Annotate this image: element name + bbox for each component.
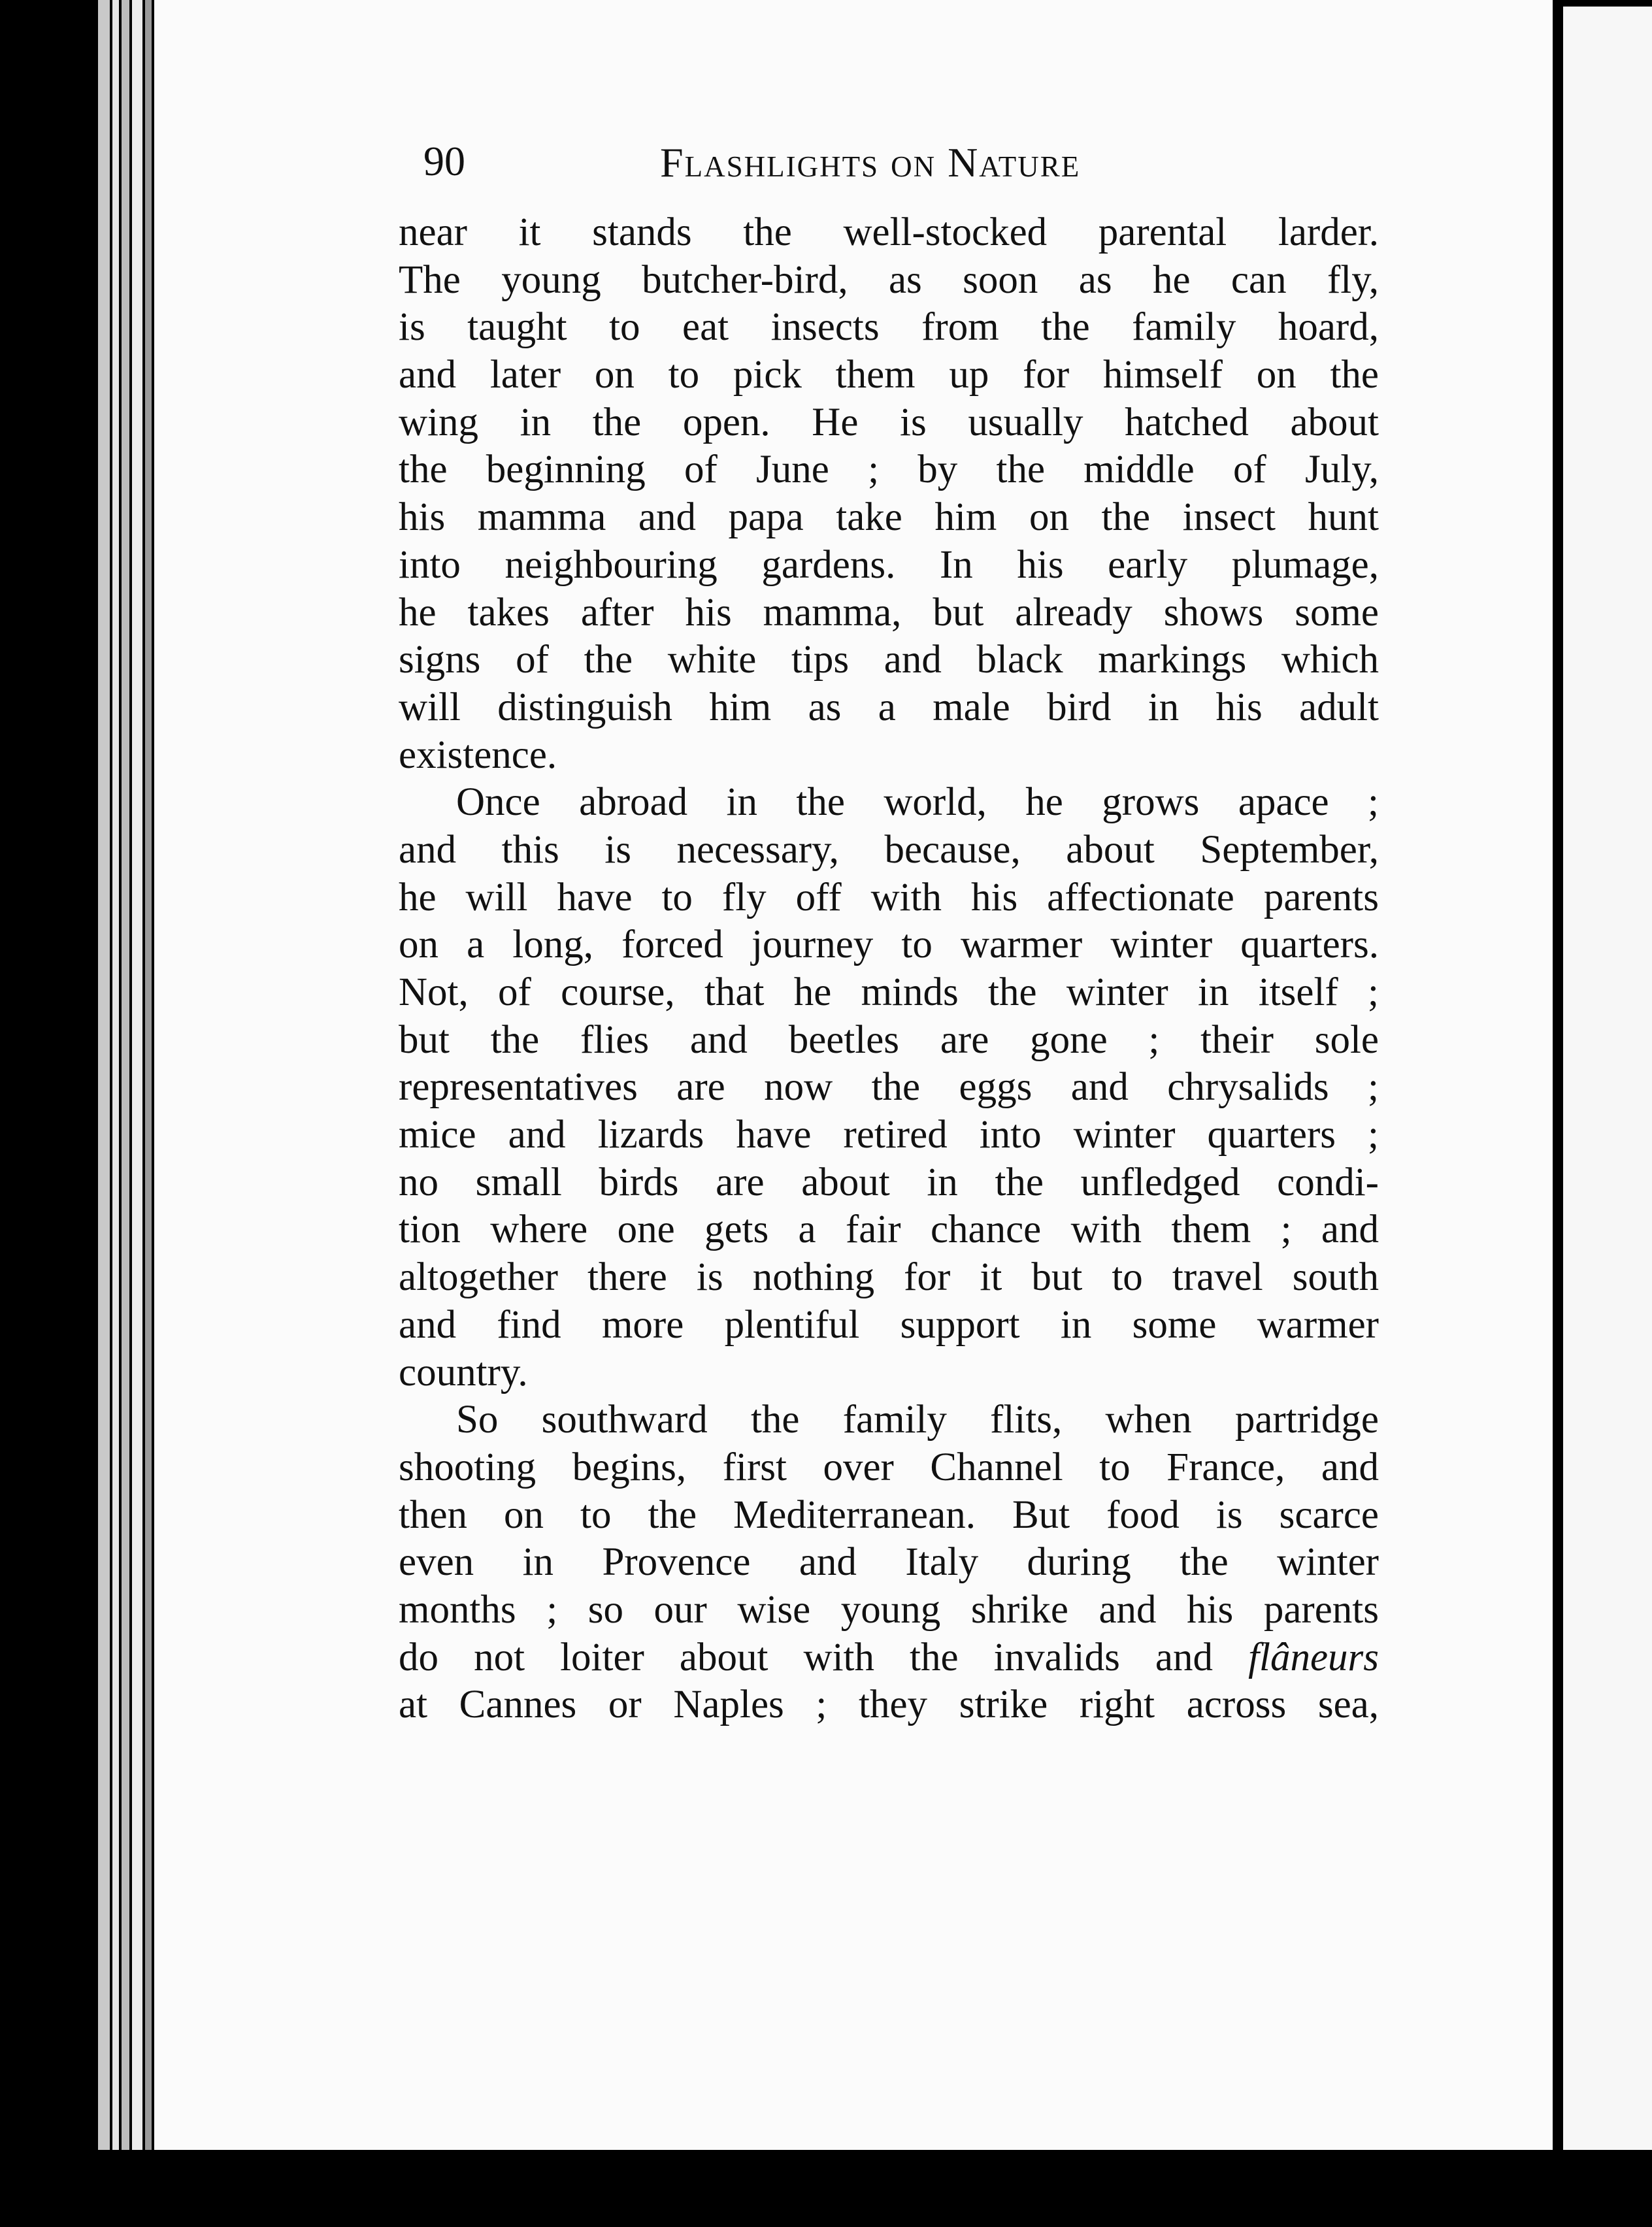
text-line: near it stands the well-stocked parental larder. — [399, 210, 1379, 254]
text-line: signs of the white tips and black markings which — [399, 638, 1379, 682]
text-line-prefix: do not loiter about with the invalids and — [399, 1635, 1213, 1679]
text-line: Once abroad in the world, he grows apace ; — [456, 780, 1379, 825]
text-line: and this is necessary, because, about September, — [399, 827, 1379, 872]
text-line: mice and lizards have retired into winter quarters ; — [399, 1113, 1379, 1157]
text-line: on a long, forced journey to warmer winter quarters. — [399, 923, 1379, 967]
text-line: existence. — [399, 733, 557, 777]
text-line: Not, of course, that he minds the winter in itself ; — [399, 970, 1379, 1014]
italic-word: flâneurs — [1248, 1635, 1379, 1679]
text-line: will distinguish him as a male bird in his adult — [399, 685, 1379, 729]
page-edge — [122, 0, 129, 2156]
text-line: and find more plentiful support in some warmer — [399, 1302, 1379, 1347]
page-number: 90 — [423, 138, 465, 184]
text-line: but the flies and beetles are gone ; their sole — [399, 1017, 1379, 1062]
text-line: and later on to pick them up for himself on the — [399, 353, 1379, 397]
body-text — [399, 209, 1379, 1729]
text-line: he will have to fly off with his affectionate parents — [399, 875, 1379, 919]
text-line: no small birds are about in the unfledged condi- — [399, 1160, 1379, 1204]
text-line: country. — [399, 1350, 528, 1394]
running-head-title: Flashlights on Nature — [660, 139, 1081, 186]
text-line: representatives are now the eggs and chrysalids ; — [399, 1065, 1379, 1110]
scan-bottom-border — [0, 2150, 1652, 2227]
text-line: So southward the family flits, when partridge — [456, 1398, 1379, 1442]
text-line: his mamma and papa take him on the insect hunt — [399, 495, 1379, 540]
page-edge — [112, 0, 119, 2156]
text-line: is taught to eat insects from the family hoard, — [399, 305, 1379, 350]
text-line-with-italic — [399, 1634, 1379, 1682]
text-line: tion where one gets a fair chance with them ; and — [399, 1208, 1379, 1252]
text-line: he takes after his mamma, but already shows some — [399, 590, 1379, 635]
facing-page-edge — [1563, 7, 1652, 2150]
text-line: shooting begins, first over Channel to France, and — [399, 1445, 1379, 1489]
text-line: then on to the Mediterranean. But food is scarce — [399, 1493, 1379, 1537]
text-line: wing in the open. He is usually hatched about — [399, 400, 1379, 444]
text-line: months ; so our wise young shrike and his parents — [399, 1587, 1379, 1632]
page-edge — [132, 0, 142, 2156]
text-line: The young butcher-bird, as soon as he can fly, — [399, 257, 1379, 302]
text-line: even in Provence and Italy during the winter — [399, 1540, 1379, 1585]
text-line: into neighbouring gardens. In his early plumage, — [399, 542, 1379, 587]
text-line: the beginning of June ; by the middle of July, — [399, 448, 1379, 492]
page-edge — [145, 0, 152, 2156]
page-edge — [98, 0, 110, 2156]
text-line: altogether there is nothing for it but to travel south — [399, 1255, 1379, 1300]
text-line: at Cannes or Naples ; they strike right across sea, — [399, 1683, 1379, 1727]
